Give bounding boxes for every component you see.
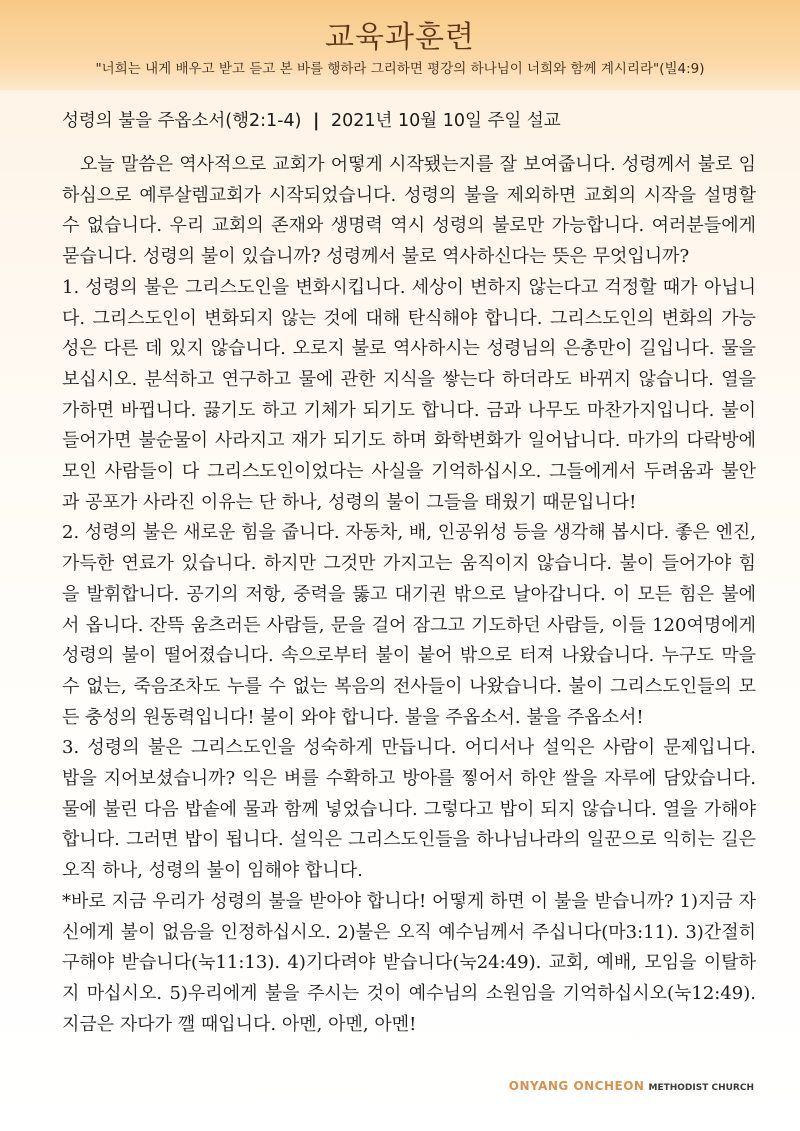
header-verse: "너희는 내게 배우고 받고 듣고 본 바를 행하라 그리하면 평강의 하나님이 너희와 함께 계시리라"(빌4:9) xyxy=(95,61,705,77)
heading-separator: | xyxy=(313,111,320,131)
sermon-paragraph-application: *바로 지금 우리가 성령의 불을 받아야 합니다! 어떻게 하면 이 불을 받습니까? 1)지금 자신에게 불이 없음을 인정하십시오. 2)불은 오직 예수님께서 주십니다(마3:11). 3)간절히 구해야 받습니다(눅11:13). 4)기다려야 받습니다(눅24:49). 교회, 예배, 모임을 이탈하지 마십시오. 5)우리에게 불을 주시는 것이 예수님의 소원임을 기억하십시오(눅12:49). 지금은 자다가 깰 때입니다. 아멘, 아멘, 아멘! xyxy=(62,890,756,1035)
church-logo xyxy=(509,1077,754,1096)
sermon-heading xyxy=(62,108,762,134)
sermon-paragraph-point-3: 3. 성령의 불은 그리스도인을 성숙하게 만듭니다. 어디서나 설익은 사람이 문제입니다. 밥을 지어보셨습니까? 익은 벼를 수확하고 방아를 찧어서 하얀 쌀을 자루에 담았습니다. 물에 불린 다음 밥솥에 물과 함께 넣었습니다. 그렇다고 밥이 되지 않습니다. 열을 가해야 합니다. 그러면 밥이 됩니다. 설익은 그리스도인들을 하나님나라의 일꾼으로 익히는 길은 오직 하나, 성령의 불이 임해야 합니다. xyxy=(62,737,756,882)
sermon-date: 2021년 10월 10일 주일 설교 xyxy=(331,111,561,131)
page-title: 교육과훈련 xyxy=(325,20,475,55)
sermon-body xyxy=(62,150,756,1040)
sermon-title: 성령의 불을 주옵소서(행2:1-4) xyxy=(62,111,302,131)
church-name: ONYANG ONCHEON xyxy=(508,1079,645,1093)
sermon-paragraph-point-2: 2. 성령의 불은 새로운 힘을 줍니다. 자동차, 배, 인공위성 등을 생각해 봅시다. 좋은 엔진, 가득한 연료가 있습니다. 하지만 그것만 가지고는 움직이지 않습니다. 불이 들어가야 힘을 발휘합니다. 공기의 저항, 중력을 뚫고 대기권 밖으로 날아갑니다. 이 모든 힘은 불에서 옵니다. 잔뜩 움츠러든 사람들, 문을 걸어 잠그고 기도하던 사람들, 이들 120여명에게 성령의 불이 떨어졌습니다. 속으로부터 불이 붙어 밖으로 터져 나왔습니다. 누구도 막을 수 없는, 죽음조차도 누를 수 없는 복음의 전사들이 나왔습니다. 불이 그리스도인들의 모든 충성의 원동력입니다! 불이 와야 합니다. 불을 주옵소서. 불을 주옵소서! xyxy=(62,522,756,728)
sermon-paragraph-intro: 오늘 말씀은 역사적으로 교회가 어떻게 시작됐는지를 잘 보여줍니다. 성령께서 불로 임하심으로 예루살렘교회가 시작되었습니다. 성령의 불을 제외하면 교회의 시작을 설명할 수 없습니다. 우리 교회의 존재와 생명력 역시 성령의 불로만 가능합니다. 여러분들에게 묻습니다. 성령의 불이 있습니까? 성령께서 불로 역사하신다는 뜻은 무엇입니까? xyxy=(62,154,756,268)
page-header xyxy=(0,0,800,90)
church-type: METHODIST CHURCH xyxy=(648,1083,754,1093)
sermon-paragraph-point-1: 1. 성령의 불은 그리스도인을 변화시킵니다. 세상이 변하지 않는다고 걱정할 때가 아닙니다. 그리스도인이 변화되지 않는 것에 대해 탄식해야 합니다. 그리스도인의 변화의 가능성은 다른 데 있지 않습니다. 오로지 불로 역사하시는 성령님의 은총만이 길입니다. 물을 보십시오. 분석하고 연구하고 물에 관한 지식을 쌓는다 하더라도 바뀌지 않습니다. 열을 가하면 바뀝니다. 끓기도 하고 기체가 되기도 합니다. 금과 나무도 마찬가지입니다. 불이 들어가면 불순물이 사라지고 재가 되기도 하며 화학변화가 일어납니다. 마가의 다락방에 모인 사람들이 다 그리스도인이었다는 사실을 기억하십시오. 그들에게서 두려움과 불안과 공포가 사라진 이유는 단 하나, 성령의 불이 그들을 태웠기 때문입니다! xyxy=(62,276,756,513)
